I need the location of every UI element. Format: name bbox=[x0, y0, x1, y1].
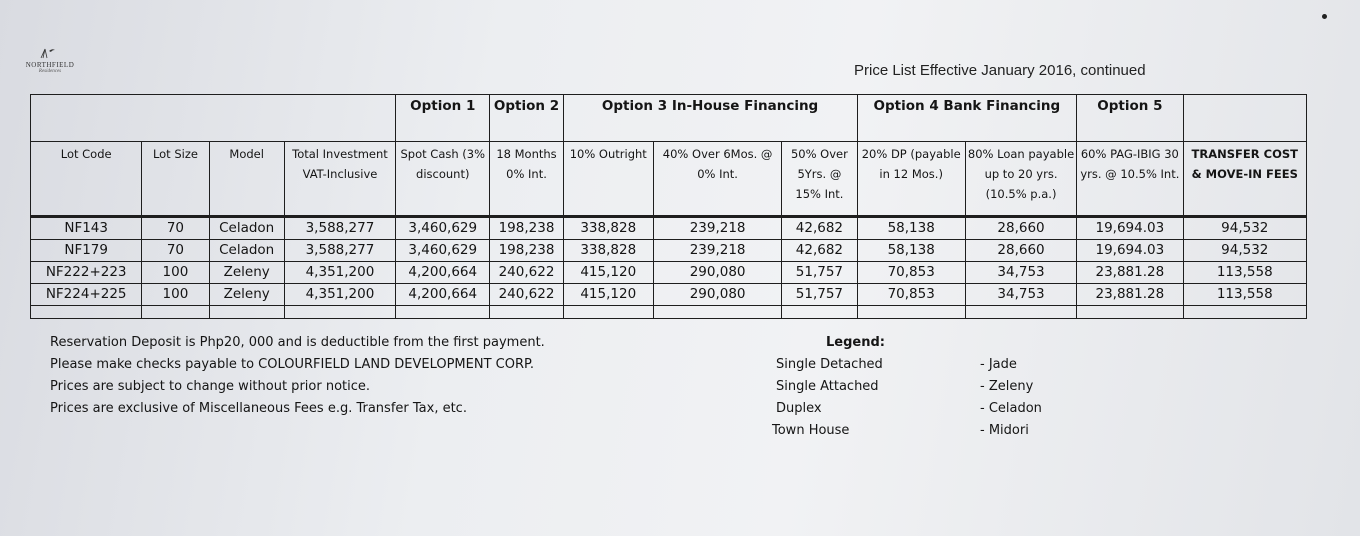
col-80-loan: 80% Loan payable up to 20 yrs. (10.5% p.a.) bbox=[965, 142, 1076, 217]
col-50-over-5yrs: 50% Over 5Yrs. @ 15% Int. bbox=[782, 142, 857, 217]
lot-size-cell: 100 bbox=[142, 284, 209, 306]
transfer-cell: 94,532 bbox=[1183, 240, 1306, 262]
col-10-outright: 10% Outright bbox=[563, 142, 653, 217]
legend-type: Single Attached bbox=[776, 379, 879, 394]
table-row bbox=[31, 284, 1307, 306]
months18-cell: 198,238 bbox=[490, 240, 563, 262]
over5yrs-cell: 42,682 bbox=[782, 240, 857, 262]
dp20-cell: 58,138 bbox=[857, 217, 965, 240]
legend-type: Town House bbox=[772, 423, 850, 438]
outright10-cell: 415,120 bbox=[563, 262, 653, 284]
spot-cash-cell: 3,460,629 bbox=[396, 240, 490, 262]
model-cell: Celadon bbox=[209, 217, 284, 240]
col-20-dp: 20% DP (payable in 12 Mos.) bbox=[857, 142, 965, 217]
loan80-cell: 28,660 bbox=[965, 240, 1076, 262]
logo-subtitle: Residences bbox=[38, 69, 62, 74]
col-transfer-cost: TRANSFER COST & MOVE-IN FEES bbox=[1183, 142, 1306, 217]
spot-cash-cell: 4,200,664 bbox=[396, 262, 490, 284]
col-40-over-6mos: 40% Over 6Mos. @ 0% Int. bbox=[653, 142, 781, 217]
blank-header-cell bbox=[31, 95, 396, 142]
lot-code-cell: NF179 bbox=[31, 240, 142, 262]
col-18-months: 18 Months 0% Int. bbox=[490, 142, 563, 217]
lot-size-cell: 70 bbox=[142, 240, 209, 262]
months18-cell: 198,238 bbox=[490, 217, 563, 240]
transfer-cell: 94,532 bbox=[1183, 217, 1306, 240]
option-4-header: Option 4 Bank Financing bbox=[857, 95, 1077, 142]
table-row bbox=[31, 217, 1307, 240]
total-cell: 4,351,200 bbox=[284, 284, 395, 306]
legend-type: Single Detached bbox=[776, 357, 883, 372]
price-table bbox=[30, 94, 1307, 319]
over6mos-cell: 290,080 bbox=[653, 262, 781, 284]
northfield-logo bbox=[20, 46, 80, 74]
lot-size-cell: 70 bbox=[142, 217, 209, 240]
lot-code-cell: NF222+223 bbox=[31, 262, 142, 284]
col-lot-size: Lot Size bbox=[142, 142, 209, 217]
lot-code-cell: NF143 bbox=[31, 217, 142, 240]
transfer-cell: 113,558 bbox=[1183, 262, 1306, 284]
legend-models bbox=[980, 354, 1042, 442]
notes-list bbox=[50, 332, 545, 420]
over5yrs-cell: 51,757 bbox=[782, 262, 857, 284]
col-pag-ibig: 60% PAG-IBIG 30 yrs. @ 10.5% Int. bbox=[1077, 142, 1183, 217]
note-item: Reservation Deposit is Php20, 000 and is deductible from the first payment. bbox=[50, 335, 545, 350]
blank-header-cell-right bbox=[1183, 95, 1306, 142]
outright10-cell: 338,828 bbox=[563, 217, 653, 240]
legend-types bbox=[772, 354, 883, 442]
over6mos-cell: 239,218 bbox=[653, 240, 781, 262]
dp20-cell: 70,853 bbox=[857, 262, 965, 284]
spot-cash-cell: 3,460,629 bbox=[396, 217, 490, 240]
option-header-row bbox=[31, 95, 1307, 142]
legend-type: Duplex bbox=[776, 401, 822, 416]
legend-model: - Celadon bbox=[980, 401, 1042, 416]
loan80-cell: 34,753 bbox=[965, 262, 1076, 284]
col-model: Model bbox=[209, 142, 284, 217]
model-cell: Zeleny bbox=[209, 284, 284, 306]
col-spot-cash: Spot Cash (3% discount) bbox=[396, 142, 490, 217]
note-item: Please make checks payable to COLOURFIELD LAND DEVELOPMENT CORP. bbox=[50, 357, 534, 372]
legend-title: Legend: bbox=[826, 335, 885, 350]
note-item: Prices are exclusive of Miscellaneous Fees e.g. Transfer Tax, etc. bbox=[50, 401, 467, 416]
option-5-header: Option 5 bbox=[1077, 95, 1183, 142]
pagibig-cell: 23,881.28 bbox=[1077, 262, 1183, 284]
total-cell: 3,588,277 bbox=[284, 217, 395, 240]
page-title: Price List Effective January 2016, continued bbox=[854, 62, 1146, 79]
dp20-cell: 70,853 bbox=[857, 284, 965, 306]
dp20-cell: 58,138 bbox=[857, 240, 965, 262]
outright10-cell: 338,828 bbox=[563, 240, 653, 262]
model-cell: Zeleny bbox=[209, 262, 284, 284]
lot-size-cell: 100 bbox=[142, 262, 209, 284]
over6mos-cell: 290,080 bbox=[653, 284, 781, 306]
months18-cell: 240,622 bbox=[490, 284, 563, 306]
lot-code-cell: NF224+225 bbox=[31, 284, 142, 306]
option-2-header: Option 2 bbox=[490, 95, 563, 142]
legend-model: - Jade bbox=[980, 357, 1017, 372]
option-1-header: Option 1 bbox=[396, 95, 490, 142]
note-item: Prices are subject to change without prior notice. bbox=[50, 379, 371, 394]
outright10-cell: 415,120 bbox=[563, 284, 653, 306]
over6mos-cell: 239,218 bbox=[653, 217, 781, 240]
legend-model: - Midori bbox=[980, 423, 1029, 438]
pagibig-cell: 23,881.28 bbox=[1077, 284, 1183, 306]
months18-cell: 240,622 bbox=[490, 262, 563, 284]
spot-cash-cell: 4,200,664 bbox=[396, 284, 490, 306]
over5yrs-cell: 51,757 bbox=[782, 284, 857, 306]
paper-speck bbox=[1322, 14, 1327, 19]
pagibig-cell: 19,694.03 bbox=[1077, 240, 1183, 262]
total-cell: 3,588,277 bbox=[284, 240, 395, 262]
over5yrs-cell: 42,682 bbox=[782, 217, 857, 240]
column-header-row bbox=[31, 142, 1307, 217]
loan80-cell: 28,660 bbox=[965, 217, 1076, 240]
model-cell: Celadon bbox=[209, 240, 284, 262]
option-3-header: Option 3 In-House Financing bbox=[563, 95, 857, 142]
bird-logo-icon bbox=[37, 46, 63, 60]
table-row bbox=[31, 262, 1307, 284]
table-row bbox=[31, 240, 1307, 262]
col-total-investment: Total Investment VAT-Inclusive bbox=[284, 142, 395, 217]
total-cell: 4,351,200 bbox=[284, 262, 395, 284]
col-lot-code: Lot Code bbox=[31, 142, 142, 217]
legend-model: - Zeleny bbox=[980, 379, 1034, 394]
table-spacer-row bbox=[31, 306, 1307, 319]
logo-name: NORTHFIELD bbox=[25, 61, 75, 69]
pagibig-cell: 19,694.03 bbox=[1077, 217, 1183, 240]
transfer-cell: 113,558 bbox=[1183, 284, 1306, 306]
loan80-cell: 34,753 bbox=[965, 284, 1076, 306]
